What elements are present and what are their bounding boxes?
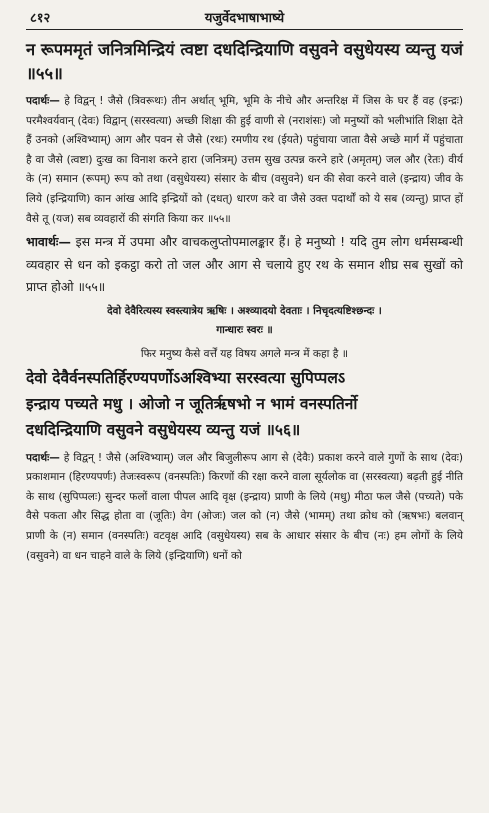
header-rule (26, 29, 463, 30)
padartha-label: पदार्थः— (26, 451, 60, 464)
padartha-text: हे विद्वन् ! जैसे (त्रिवरूथः) तीन अर्थात् भूमि, भूमि के नीचे और अन्तरिक्ष में जिस के घर हैं वह (इन्द्रः) परमैश्वर्यवान् (देवः) विद्वान् (सरस्वत्या) अच्छी शिक्षा की हुई वाणी से (नराशंसः) जो मनुष्यों को भलीभांति शिक्षा देते हैं उनको (अश्विभ्याम्) आग और पवन से जैसे (रथः) रमणीय रथ (ईयते) पहुंचाया जाता वैसे अच्छे मार्ग में पहुंचाता है वा जैसे (त्वष्टा) दुःख का विनाश करने हारा (जनित्रम्) उत्तम सुख उत्पन्न करने हारे (अमृतम्) जल और (रेतः) वीर्य के (न) समान (रूपम्) रूप को तथा (वसुधेयस्य) संसार के बीच (वसुवने) धन की सेवा करने वाले (इन्द्राय) जीव के लिये (इन्द्रियाणि) कान आंख आदि इन्द्रियों को (दधत्) धारण करे वा जैसे उक्त पदार्थों को ये सब (व्यन्तु) प्राप्त हों वैसे तू (यज) सब व्यवहारों की संगति किया कर ॥५५॥ (26, 95, 463, 225)
bhavartha-label: भावार्थः— (26, 234, 71, 250)
mantra-56 (26, 365, 463, 443)
padartha-55 (26, 92, 463, 229)
padartha-text: हे विद्वन् ! जैसे (अश्विभ्याम्) जल और बिजुलीरूप आग से (देवैः) प्रकाश करने वाले गुणों के साथ (देवः) प्रकाशमान (हिरण्यपर्णः) तेजःस्वरूप (वनस्पतिः) किरणों की रक्षा करने वाला सूर्यलोक वा (सरस्वत्या) बढ़ती हुई नीति के साथ (सुपिप्पलः) सुन्दर फलों वाला पीपल आदि वृक्ष (इन्द्राय) प्राणी के लिये (मधु) मीठा फल जैसे (पच्यते) पके वैसे पकता और सिद्ध होता वा (जूतिः) वेग (ओजः) जल को (न) जैसे (भामम्) तथा क्रोध को (ऋषभः) बलवान् प्राणी के (न) समान (वनस्पतिः) वटवृक्ष आदि (वसुधेयस्य) सब के आधार संसार के बीच (नः) हम लोगों के लिये (वसुवने) वा धन चाहने वाले के लिये (इन्द्रियाणि) धनों को (26, 451, 463, 562)
svara-line: गान्धारः स्वरः ॥ (216, 323, 273, 336)
padartha-label: पदार्थः— (26, 95, 60, 107)
mantra-55: न रूपममृतं जनित्रमिन्द्रियं त्वष्टा दधदिन्द्रियाणि वसुवने वसुधेयस्य व्यन्तु यजं ॥५५॥ (26, 40, 463, 83)
page-header (26, 6, 463, 26)
mantra-56-line-2: इन्द्राय पच्यते मधु । ओजो न जूतिर्ऋषभो न भामं वनस्पतिर्नो (26, 393, 358, 413)
bhavartha-55 (26, 231, 463, 299)
page-number: ८१२ (30, 11, 51, 26)
mantra-56-line-3: दधदिन्द्रियाणि वसुवने वसुधेयस्य व्यन्तु यजं ॥५६॥ (26, 419, 301, 439)
rishi-devata-line: देवो देवैरित्यस्य स्वस्त्यात्रेय ऋषिः । अश्व्यादयो देवताः । निचृदत्यष्टिश्छन्दः । (107, 304, 382, 317)
padartha-56 (26, 449, 463, 567)
running-title: यजुर्वेदभाषाभाष्ये (204, 11, 285, 26)
mantra-56-line-1: देवो देवैर्वनस्पतिर्हिरण्यपर्णोऽअश्विभ्या सरस्वत्या सुपिप्पलऽ (26, 367, 346, 387)
bhavartha-text: इस मन्त्र में उपमा और वाचकलुप्तोपमालङ्कार हैं। हे मनुष्यो ! यदि तुम लोग धर्मसम्बन्धी व्यवहार से धन को इकट्ठा करो तो जल और आग से चलाये हुए रथ के समान शीघ्र सब सुखों को प्राप्त होओ ॥५५॥ (26, 234, 463, 295)
mantra-intro: फिर मनुष्य कैसे वर्त्तें यह विषय अगले मन्त्र में कहा है ॥ (140, 347, 349, 360)
